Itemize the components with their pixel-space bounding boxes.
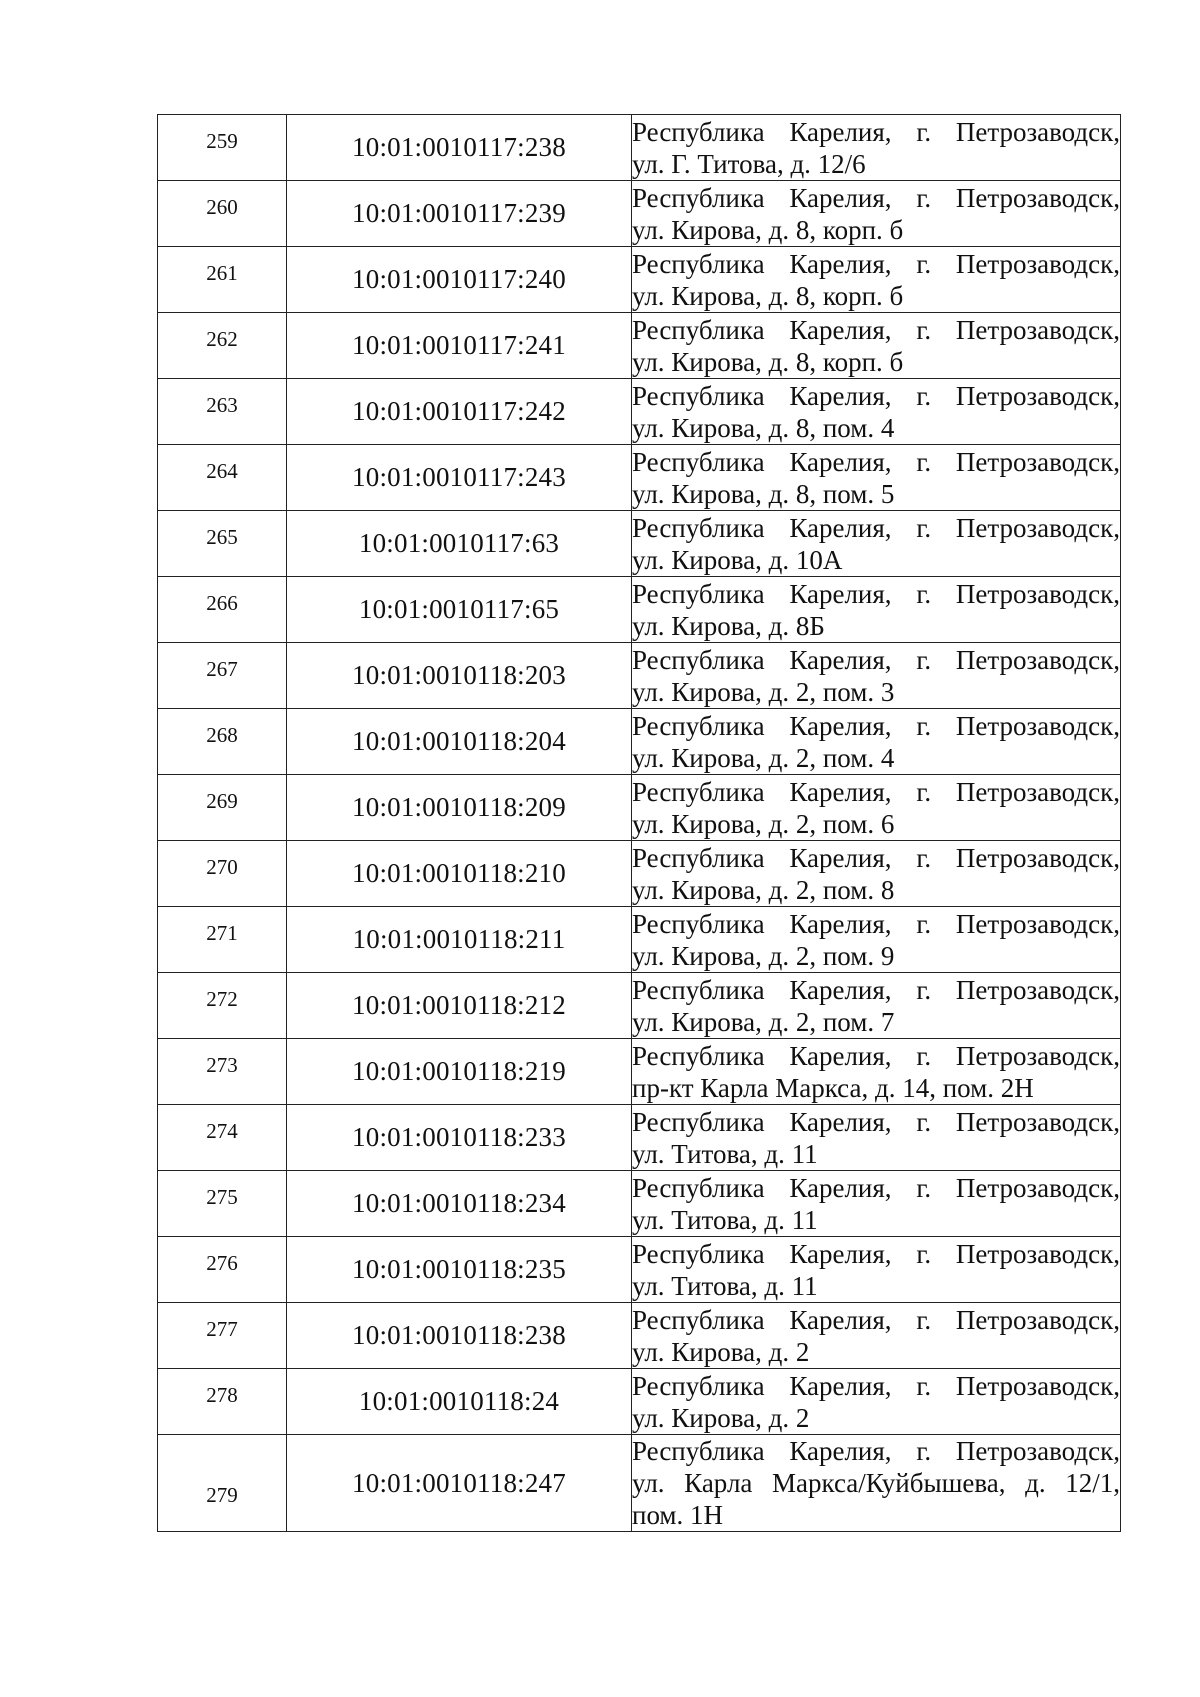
row-number-cell [158,577,287,643]
cadastral-number: 10:01:0010117:241 [287,313,632,379]
cadastral-number: 10:01:0010117:63 [287,511,632,577]
address-cell [632,115,1121,181]
address-line-2: ул. Кирова, д. 8Б [632,610,825,641]
address-cell [632,247,1121,313]
row-number: 273 [206,1053,238,1077]
address-cell [632,1435,1121,1532]
address-line-2: ул. Кирова, д. 8, пом. 5 [632,478,895,509]
table-row [158,973,1121,1039]
row-number: 277 [206,1317,238,1341]
address-line-2: пр-кт Карла Маркса, д. 14, пом. 2Н [632,1072,1034,1103]
table-row [158,445,1121,511]
row-number-cell [158,709,287,775]
row-number-cell [158,1105,287,1171]
address-cell [632,1237,1121,1303]
address-line-2: ул. Г. Титова, д. 12/6 [632,148,866,179]
address-line-2: ул. Титова, д. 11 [632,1270,818,1301]
row-number: 274 [206,1119,238,1143]
address-cell [632,1303,1121,1369]
address-cell [632,313,1121,379]
table-row [158,1435,1121,1532]
row-number: 268 [206,723,238,747]
row-number-cell [158,1369,287,1435]
address-cell [632,907,1121,973]
address-line-1: Республика Карелия, г. Петрозаводск, [632,1040,1120,1071]
address-line-2: ул. Кирова, д. 2, пом. 6 [632,808,895,839]
table-row [158,1369,1121,1435]
cadastral-number: 10:01:0010118:219 [287,1039,632,1105]
cadastral-number: 10:01:0010118:24 [287,1369,632,1435]
address-line-1: Республика Карелия, г. Петрозаводск, [632,710,1120,741]
table-row [158,379,1121,445]
row-number: 267 [206,657,238,681]
row-number-cell [158,1171,287,1237]
address-cell [632,841,1121,907]
row-number: 259 [206,129,238,153]
row-number: 278 [206,1383,238,1407]
address-line-1: Республика Карелия, г. Петрозаводск, [632,1106,1120,1137]
row-number-cell [158,1237,287,1303]
address-line-2: ул. Кирова, д. 8, пом. 4 [632,412,895,443]
address-line-1: Республика Карелия, г. Петрозаводск, [632,974,1120,1005]
address-line-1: Республика Карелия, г. Петрозаводск, [632,248,1120,279]
row-number: 272 [206,987,238,1011]
table-row [158,643,1121,709]
table-row [158,709,1121,775]
row-number-cell [158,181,287,247]
row-number-cell [158,1303,287,1369]
table-row [158,1105,1121,1171]
row-number-cell [158,973,287,1039]
cadastral-number: 10:01:0010117:243 [287,445,632,511]
address-line-1: Республика Карелия, г. Петрозаводск, [632,776,1120,807]
address-line-2: ул. Кирова, д. 8, корп. б [632,280,904,311]
cadastral-number: 10:01:0010117:239 [287,181,632,247]
row-number: 266 [206,591,238,615]
address-cell [632,1171,1121,1237]
address-cell [632,1369,1121,1435]
address-line-2: ул. Титова, д. 11 [632,1138,818,1169]
address-line-1: Республика Карелия, г. Петрозаводск, [632,1304,1120,1335]
address-line-1: Республика Карелия, г. Петрозаводск, [632,644,1120,675]
table-row [158,313,1121,379]
cadastral-number: 10:01:0010118:209 [287,775,632,841]
address-line-1: Республика Карелия, г. Петрозаводск, [632,380,1120,411]
row-number: 279 [206,1482,238,1507]
address-line-2: ул. Кирова, д. 2, пом. 3 [632,676,895,707]
row-number-cell [158,313,287,379]
address-line-2: ул. Кирова, д. 2, пом. 4 [632,742,895,773]
row-number-cell [158,907,287,973]
address-line-1: Республика Карелия, г. Петрозаводск, [632,578,1120,609]
address-cell [632,181,1121,247]
cadastral-number: 10:01:0010117:238 [287,115,632,181]
address-cell [632,709,1121,775]
table-row [158,577,1121,643]
row-number-cell [158,511,287,577]
table-row [158,511,1121,577]
row-number-cell [158,115,287,181]
row-number-cell [158,379,287,445]
address-line-2: ул. Карла Маркса/Куйбышева, д. 12/1, пом. 1Н [632,1468,1120,1530]
row-number: 265 [206,525,238,549]
row-number: 264 [206,459,238,483]
cadastral-number: 10:01:0010118:233 [287,1105,632,1171]
row-number: 276 [206,1251,238,1275]
address-line-1: Республика Карелия, г. Петрозаводск, [632,512,1120,543]
table-row [158,907,1121,973]
cadastral-number: 10:01:0010118:234 [287,1171,632,1237]
row-number: 261 [206,261,238,285]
address-cell [632,1105,1121,1171]
cadastral-number: 10:01:0010117:242 [287,379,632,445]
address-cell [632,973,1121,1039]
table-row [158,247,1121,313]
row-number: 275 [206,1185,238,1209]
address-line-1: Республика Карелия, г. Петрозаводск, [632,1172,1120,1203]
cadastral-number: 10:01:0010118:235 [287,1237,632,1303]
cadastral-number: 10:01:0010118:247 [287,1435,632,1532]
row-number-cell [158,247,287,313]
row-number: 270 [206,855,238,879]
cadastral-number: 10:01:0010117:65 [287,577,632,643]
table-row [158,181,1121,247]
row-number-cell [158,1435,287,1532]
address-line-2: ул. Кирова, д. 2, пом. 8 [632,874,895,905]
address-line-1: Республика Карелия, г. Петрозаводск, [632,182,1120,213]
address-cell [632,775,1121,841]
address-line-2: ул. Кирова, д. 2, пом. 7 [632,1006,895,1037]
address-line-1: Республика Карелия, г. Петрозаводск, [632,446,1120,477]
table-row [158,1039,1121,1105]
address-line-1: Республика Карелия, г. Петрозаводск, [632,1238,1120,1269]
address-line-1: Республика Карелия, г. Петрозаводск, [632,1436,1120,1466]
address-line-1: Республика Карелия, г. Петрозаводск, [632,314,1120,345]
address-cell [632,379,1121,445]
row-number: 271 [206,921,238,945]
address-cell [632,577,1121,643]
cadastral-number: 10:01:0010118:210 [287,841,632,907]
row-number-cell [158,1039,287,1105]
table-row [158,1303,1121,1369]
row-number: 262 [206,327,238,351]
address-line-1: Республика Карелия, г. Петрозаводск, [632,842,1120,873]
cadastral-number: 10:01:0010118:211 [287,907,632,973]
cadastral-registry-table [157,114,1121,1532]
address-line-2: ул. Кирова, д. 2 [632,1336,810,1367]
table-row [158,115,1121,181]
table-row [158,1171,1121,1237]
row-number: 260 [206,195,238,219]
address-cell [632,643,1121,709]
address-line-2: ул. Титова, д. 11 [632,1204,818,1235]
address-cell [632,445,1121,511]
address-cell [632,511,1121,577]
address-line-2: ул. Кирова, д. 8, корп. б [632,214,904,245]
cadastral-number: 10:01:0010118:238 [287,1303,632,1369]
address-line-2: ул. Кирова, д. 10А [632,544,843,575]
address-line-1: Республика Карелия, г. Петрозаводск, [632,1370,1120,1401]
table-row [158,841,1121,907]
address-line-2: ул. Кирова, д. 2, пом. 9 [632,940,895,971]
address-line-2: ул. Кирова, д. 8, корп. б [632,346,904,377]
cadastral-number: 10:01:0010117:240 [287,247,632,313]
address-cell [632,1039,1121,1105]
address-line-1: Республика Карелия, г. Петрозаводск, [632,908,1120,939]
row-number-cell [158,841,287,907]
cadastral-number: 10:01:0010118:203 [287,643,632,709]
row-number: 269 [206,789,238,813]
cadastral-number: 10:01:0010118:212 [287,973,632,1039]
row-number-cell [158,775,287,841]
registry-table-body [158,115,1121,1532]
table-row [158,775,1121,841]
cadastral-number: 10:01:0010118:204 [287,709,632,775]
row-number-cell [158,445,287,511]
table-row [158,1237,1121,1303]
address-line-1: Республика Карелия, г. Петрозаводск, [632,116,1120,147]
row-number-cell [158,643,287,709]
address-line-2: ул. Кирова, д. 2 [632,1402,810,1433]
row-number: 263 [206,393,238,417]
